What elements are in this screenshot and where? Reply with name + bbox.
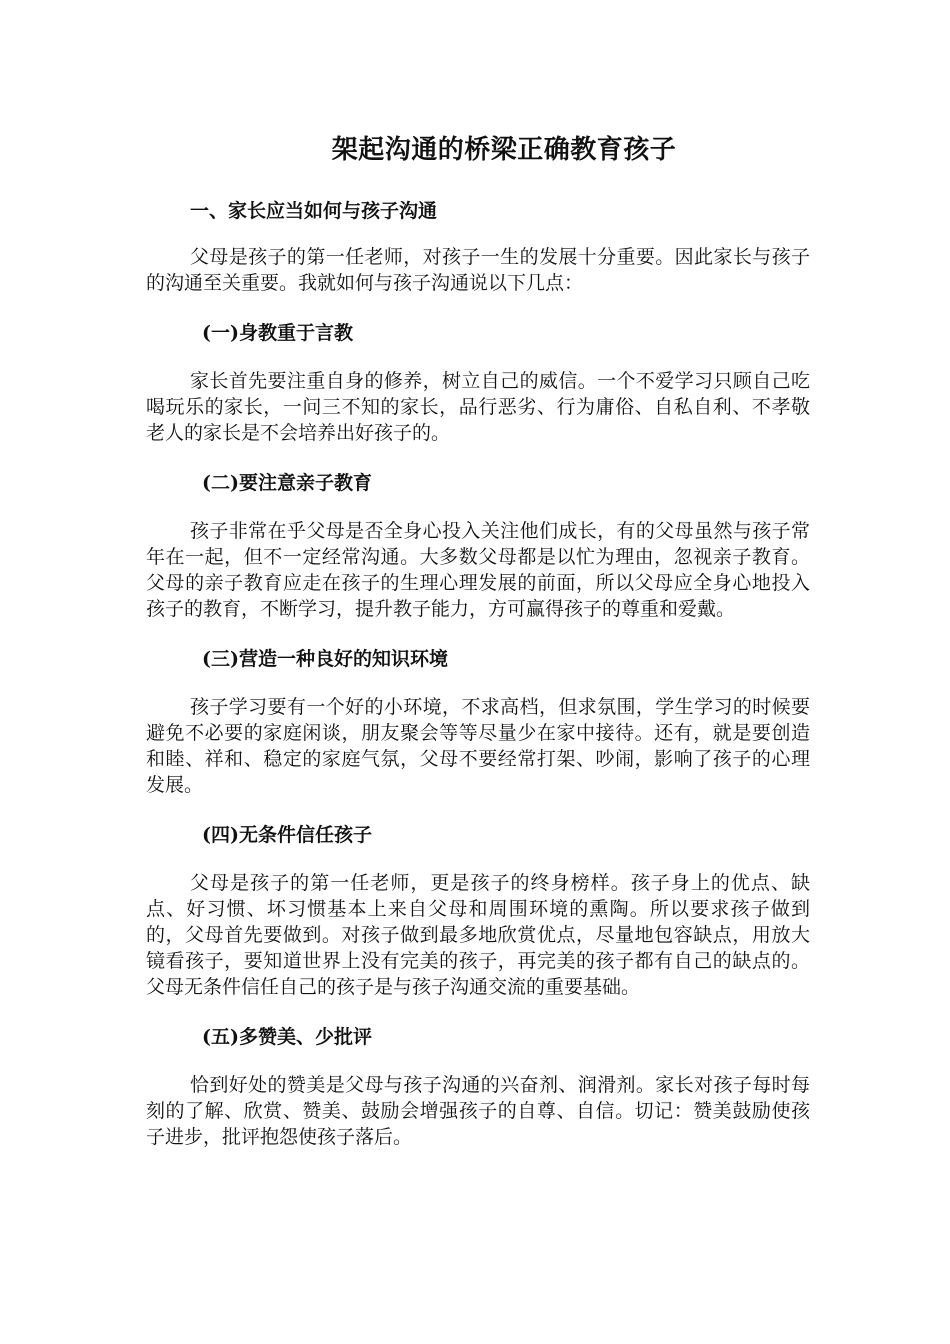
intro-paragraph: 父母是孩子的第一任老师，对孩子一生的发展十分重要。因此家长与孩子的沟通至关重要。我就如何与孩子沟通说以下几点： bbox=[146, 246, 810, 294]
subsection-heading-2: (二)要注意亲子教育 bbox=[202, 472, 372, 494]
subsection-paragraph-3: 孩子学习要有一个好的小环境，不求高档，但求氛围，学生学习的时候要避免不必要的家庭闲谈，朋友聚会等等尽量少在家中接待。还有，就是要创造和睦、祥和、稳定的家庭气氛，父母不要经常打架、吵闹，影响了孩子的心理发展。 bbox=[146, 696, 810, 796]
document-title: 架起沟通的桥梁正确教育孩子 bbox=[331, 135, 677, 165]
subsection-paragraph-2: 孩子非常在乎父母是否全身心投入关注他们成长，有的父母虽然与孩子常年在一起，但不一定经常沟通。大多数父母都是以忙为理由，忽视亲子教育。父母的亲子教育应走在孩子的生理心理发展的前面，所以父母应全身心地投入孩子的教育，不断学习，提升教子能力，方可赢得孩子的尊重和爱戴。 bbox=[146, 520, 810, 620]
subsection-paragraph-1: 家长首先要注重自身的修养，树立自己的威信。一个不爱学习只顾自己吃喝玩乐的家长，一问三不知的家长，品行恶劣、行为庸俗、自私自利、不孝敬老人的家长是不会培养出好孩子的。 bbox=[146, 370, 810, 444]
section-heading: 一、家长应当如何与孩子沟通 bbox=[190, 200, 438, 222]
subsection-heading-3: (三)营造一种良好的知识环境 bbox=[202, 648, 448, 670]
subsection-heading-5: (五)多赞美、少批评 bbox=[202, 1026, 372, 1048]
subsection-heading-1: (一)身教重于言教 bbox=[202, 322, 353, 344]
document-page bbox=[146, 128, 810, 1150]
subsection-paragraph-4: 父母是孩子的第一任老师，更是孩子的终身榜样。孩子身上的优点、缺点、好习惯、坏习惯基本上来自父母和周围环境的熏陶。所以要求孩子做到的，父母首先要做到。对孩子做到最多地欣赏优点，尽量地包容缺点，用放大镜看孩子，要知道世界上没有完美的孩子，再完美的孩子都有自己的缺点的。父母无条件信任自己的孩子是与孩子沟通交流的重要基础。 bbox=[146, 872, 810, 998]
subsection-heading-4: (四)无条件信任孩子 bbox=[202, 824, 372, 846]
subsection-paragraph-5: 恰到好处的赞美是父母与孩子沟通的兴奋剂、润滑剂。家长对孩子每时每刻的了解、欣赏、赞美、鼓励会增强孩子的自尊、自信。切记：赞美鼓励使孩子进步，批评抱怨使孩子落后。 bbox=[146, 1074, 810, 1148]
